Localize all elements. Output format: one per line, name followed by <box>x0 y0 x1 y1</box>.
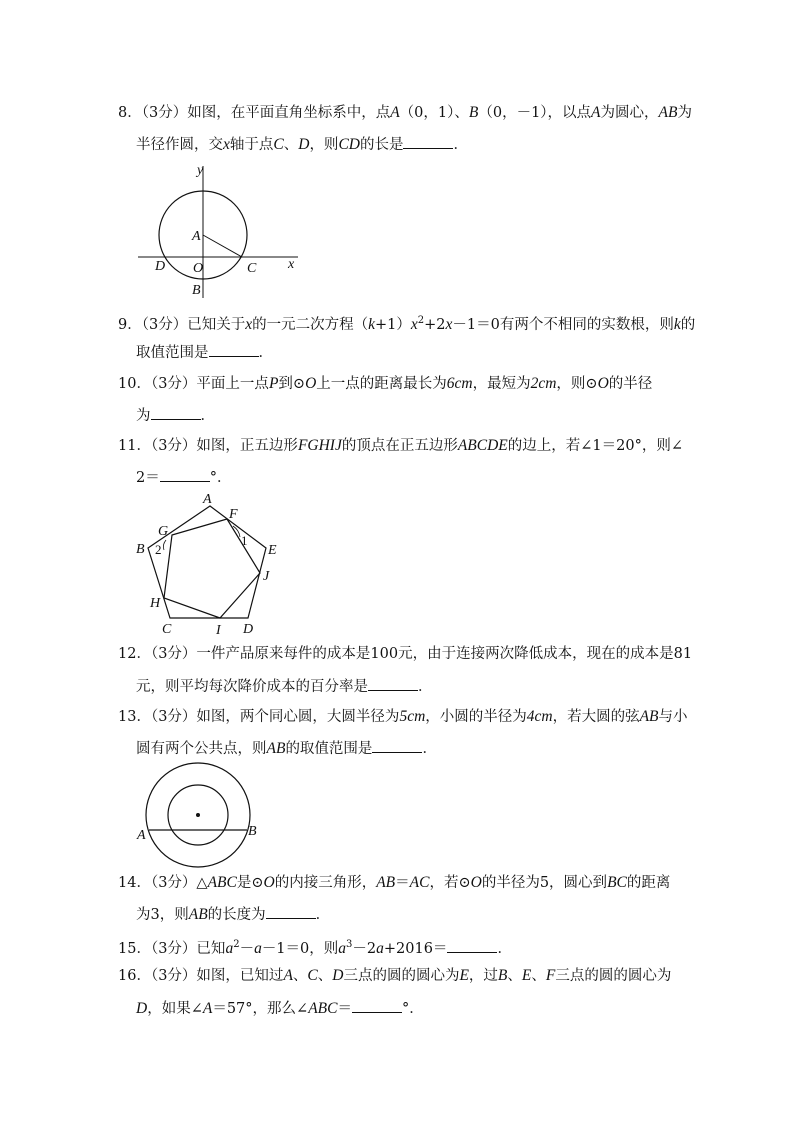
q8-line-1: 8．（3分）如图，在平面直角坐标系中，点A（0，1）、B（0，－1），以点A为圆心，AB为 <box>118 104 692 121</box>
label-j: J <box>263 569 270 584</box>
label-b: B <box>248 824 257 839</box>
answer-blank <box>403 134 453 149</box>
segment-ac <box>203 235 242 257</box>
label-a: A <box>192 229 201 244</box>
label-y: y <box>197 163 204 178</box>
label-h: H <box>150 596 161 611</box>
q11-line-2: 2＝ °． <box>136 467 231 488</box>
q9-line-1: 9．（3分）已知关于x的一元二次方程$(k+1)x^2+2x-1=0$有两个不相同的实数根，则k的 <box>118 315 696 333</box>
q12-line-2: 元，则平均每次降价成本的百分率是 ． <box>136 676 433 697</box>
answer-blank <box>266 904 316 919</box>
label-g: G <box>158 524 169 539</box>
label-a: A <box>137 828 146 843</box>
label-o: O <box>193 261 204 276</box>
q13-line-2: 圆有两个公共点，则AB的取值范围是 ． <box>136 740 437 757</box>
q11-pentagon-figure <box>130 488 290 638</box>
q12-line-1: 12．（3分）一件产品原来每件的成本是100元，由于连接两次降低成本，现在的成本是81 <box>118 646 693 662</box>
label-c: C <box>247 261 257 276</box>
label-x: x <box>288 257 295 272</box>
label-c: C <box>162 622 172 637</box>
pentagon-abcde <box>148 506 266 618</box>
answer-blank <box>368 676 418 691</box>
q8-coordinate-figure <box>130 160 310 300</box>
answer-blank <box>209 342 259 357</box>
answer-blank <box>372 738 422 753</box>
answer-blank <box>151 405 201 420</box>
label-d: D <box>155 259 166 274</box>
label-b: B <box>192 283 201 298</box>
q13-line-1: 13．（3分）如图，两个同心圆，大圆半径为5cm，小圆的半径为4cm，若大圆的弦AB与小 <box>118 708 688 725</box>
label-b: B <box>136 542 145 557</box>
angle-2-arc <box>163 540 166 550</box>
label-angle-2: 2 <box>155 542 162 557</box>
label-f: F <box>229 507 238 522</box>
q10-line-1: 10．（3分）平面上一点P到⊙O上一点的距离最长为6cm，最短为2cm，则⊙O的半径 <box>118 375 653 392</box>
center-point <box>196 813 200 817</box>
label-e: E <box>268 543 277 558</box>
q11-line-1: 11．（3分）如图，正五边形FGHIJ的顶点在正五边形ABCDE的边上，若∠1＝20°，则∠ <box>118 437 684 454</box>
q9-line-2: 取值范围是 ． <box>136 342 273 363</box>
q16-line-1: 16．（3分）如图，已知过A、C、D三点的圆的圆心为E，过B、E、F三点的圆的圆心为 <box>118 967 672 984</box>
q8-line-2: 半径作圆，交x轴于点C、D，则CD的长是 ． <box>136 136 468 153</box>
label-a: A <box>203 492 212 507</box>
label-d: D <box>243 622 254 637</box>
q14-line-2: 为3，则AB的长度为 ． <box>136 906 331 923</box>
q10-line-2: 为 ． <box>136 405 215 426</box>
q13-concentric-circles-figure <box>130 760 270 870</box>
q16-line-2: D，如果∠A＝57°，那么∠ABC＝ °． <box>136 1000 424 1017</box>
q15-line-1: 15．（3分）已知$a^2-a-1=0$，则$a^3-2a+2016=$ ． <box>118 939 512 957</box>
q14-line-1: 14．（3分）△ABC是⊙O的内接三角形，AB＝AC，若⊙O的半径为5，圆心到BC的距离 <box>118 874 671 891</box>
label-angle-1: 1 <box>241 533 248 548</box>
answer-blank <box>352 998 402 1013</box>
answer-blank <box>160 467 210 482</box>
label-i: I <box>216 623 221 638</box>
answer-blank <box>447 938 497 953</box>
